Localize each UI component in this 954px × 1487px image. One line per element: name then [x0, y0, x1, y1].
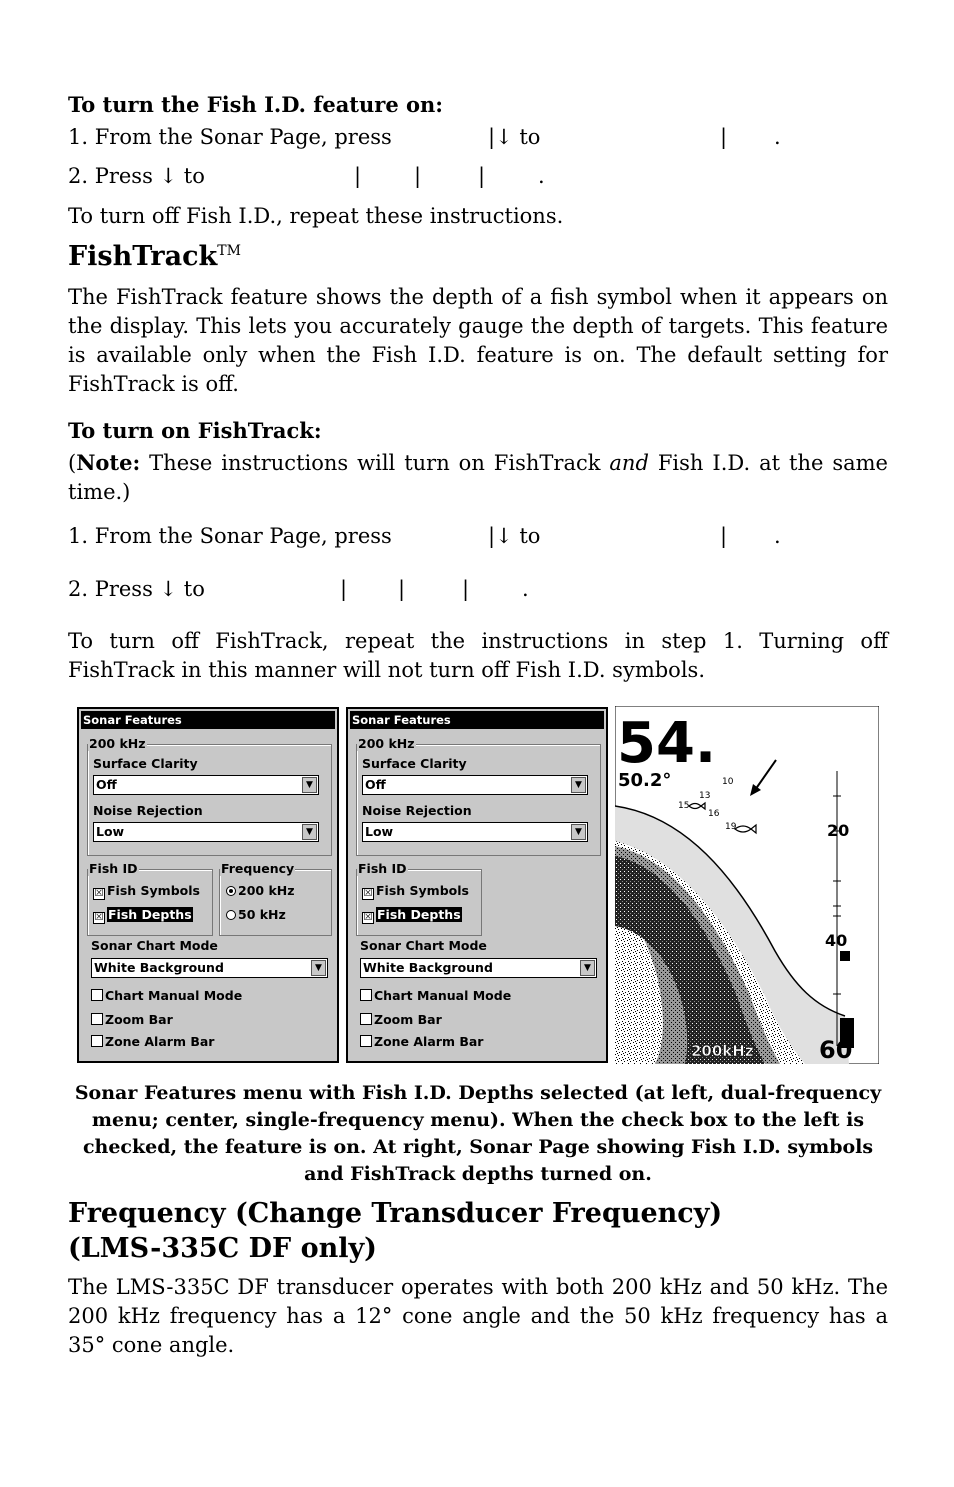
fish-depth-10: 10	[722, 777, 734, 787]
zone-alarm-checkbox[interactable]	[91, 1034, 214, 1049]
frequency-heading-line2: (LMS-335C DF only)	[68, 1233, 377, 1264]
fish-depth-15: 15	[678, 801, 690, 811]
chevron-down-icon[interactable]: ▼	[302, 777, 317, 793]
zone-alarm-label: Zone Alarm Bar	[374, 1034, 484, 1049]
depth-scale-20: 20	[827, 821, 850, 840]
freq-50-label: 50 kHz	[238, 907, 286, 922]
fish-depth-16: 16	[708, 809, 720, 819]
sonar-features-dual-menu	[77, 707, 339, 1063]
depth-marker	[840, 951, 850, 961]
checkbox-icon[interactable]	[91, 1035, 103, 1047]
surface-clarity-value: Off	[96, 777, 117, 792]
zoom-bar-label: Zoom Bar	[374, 1012, 442, 1027]
chart-manual-checkbox[interactable]	[360, 988, 511, 1003]
ft-step1-end: .	[774, 524, 781, 548]
fish-depths-checkbox[interactable]	[93, 907, 193, 924]
fishtrack-step-2	[68, 575, 888, 604]
note-paren: (	[68, 451, 77, 475]
depth-readout: 54.	[617, 711, 717, 776]
checkbox-checked-icon[interactable]: ☒	[94, 888, 104, 899]
fishtrack-note	[68, 448, 888, 507]
fishtrack-on-heading: To turn on FishTrack:	[68, 418, 322, 443]
ft-step1-arrow-text: |↓ to	[488, 524, 541, 548]
frequency-label: Frequency	[221, 861, 295, 876]
chart-mode-value: White Background	[94, 960, 224, 975]
chart-mode-label: Sonar Chart Mode	[91, 938, 218, 953]
ft-step2-text: 2. Press ↓ to	[68, 577, 205, 601]
freq-50-radio[interactable]	[226, 907, 286, 922]
note-text-2: Fish I.D. at the same time.)	[68, 451, 888, 504]
chart-mode-label: Sonar Chart Mode	[360, 938, 487, 953]
step2-end: .	[538, 164, 545, 188]
checkbox-checked-icon[interactable]: ☒	[363, 888, 373, 899]
noise-rejection-value: Low	[365, 824, 394, 839]
zone-alarm-label: Zone Alarm Bar	[105, 1034, 215, 1049]
menu-title: Sonar Features	[81, 711, 335, 729]
fish-symbols-checkbox[interactable]	[362, 883, 469, 900]
chevron-down-icon[interactable]: ▼	[302, 824, 317, 840]
chevron-down-icon[interactable]: ▼	[571, 777, 586, 793]
sonar-page-screen	[615, 706, 879, 1064]
fish-symbols-checkbox[interactable]	[93, 883, 200, 900]
chart-manual-checkbox[interactable]	[91, 988, 242, 1003]
chart-manual-label: Chart Manual Mode	[105, 988, 243, 1003]
group-fish-id	[87, 869, 213, 936]
step2-sep-3: |	[478, 164, 486, 188]
noise-rejection-label: Noise Rejection	[93, 803, 203, 818]
ft-step1-text: 1. From the Sonar Page, press	[68, 524, 392, 548]
ft-step1-separator: |	[720, 524, 728, 548]
step1-end: .	[774, 125, 781, 149]
group-fish-id	[356, 869, 482, 936]
chevron-down-icon[interactable]: ▼	[571, 824, 586, 840]
step2-sep-2: |	[414, 164, 422, 188]
frequency-body: The LMS-335C DF transducer operates with both 200 kHz and 50 kHz. The 200 kHz frequency has a 12° cone angle and the 50 kHz frequency has a 35° cone angle.	[68, 1275, 888, 1357]
surface-clarity-label: Surface Clarity	[362, 756, 467, 771]
group-frequency	[219, 869, 332, 936]
checkbox-icon[interactable]	[360, 1013, 372, 1025]
step2-text: 2. Press ↓ to	[68, 164, 205, 188]
group-200khz-label: 200 kHz	[358, 736, 415, 751]
note-text-1: These instructions will turn on FishTrack	[140, 451, 610, 475]
water-temp: 50.2°	[618, 770, 672, 791]
depth-scale-40: 40	[825, 931, 848, 950]
fishid-step-1	[68, 123, 888, 152]
noise-rejection-value: Low	[96, 824, 125, 839]
checkbox-icon[interactable]	[91, 1013, 103, 1025]
fishid-on-heading: To turn the Fish I.D. feature on:	[68, 92, 444, 117]
ft-step2-sep-1: |	[340, 577, 348, 601]
chart-mode-value: White Background	[363, 960, 493, 975]
freq-200-radio[interactable]	[226, 883, 295, 898]
fishtrack-body: The FishTrack feature shows the depth of a fish symbol when it appears on the display. This lets you accurately gauge the depth of targets. This feature is available only when the Fish I.D. feature is on. The default setting for FishTrack is off.	[68, 285, 888, 396]
surface-clarity-dropdown[interactable]	[93, 775, 319, 795]
menu-title: Sonar Features	[350, 711, 604, 729]
chart-manual-label: Chart Manual Mode	[374, 988, 512, 1003]
surface-clarity-dropdown[interactable]	[362, 775, 588, 795]
fish-depths-label: Fish Depths	[108, 907, 192, 922]
chart-mode-dropdown[interactable]	[91, 958, 328, 978]
checkbox-icon[interactable]	[360, 1035, 372, 1047]
trademark: TM	[217, 243, 241, 259]
step1-text: 1. From the Sonar Page, press	[68, 125, 392, 149]
zoom-bar-label: Zoom Bar	[105, 1012, 173, 1027]
fish-id-label: Fish ID	[358, 861, 407, 876]
checkbox-icon[interactable]	[360, 989, 372, 1001]
checkbox-icon[interactable]	[91, 989, 103, 1001]
ft-step2-end: .	[522, 577, 529, 601]
noise-rejection-label: Noise Rejection	[362, 803, 472, 818]
zone-alarm-checkbox[interactable]	[360, 1034, 483, 1049]
noise-rejection-dropdown[interactable]	[93, 822, 319, 842]
group-200khz-label: 200 kHz	[89, 736, 146, 751]
sonar-features-single-menu	[346, 707, 608, 1063]
fish-symbols-label: Fish Symbols	[107, 883, 200, 898]
fish-symbols-label: Fish Symbols	[376, 883, 469, 898]
note-and: and	[609, 451, 649, 475]
step1-arrow-text: |↓ to	[488, 125, 541, 149]
surface-clarity-value: Off	[365, 777, 386, 792]
radio-icon[interactable]	[226, 910, 236, 920]
ft-step2-sep-2: |	[398, 577, 406, 601]
checkbox-checked-icon[interactable]: ☒	[363, 912, 373, 923]
fishtrack-heading-text: FishTrack	[68, 241, 218, 272]
figure-caption: Sonar Features menu with Fish I.D. Depths selected (at left, dual-frequency menu; center, single-frequency menu). When the check box to the left is checked, the feature is on. At right, Sonar Page showing Fish I.D. symbols and FishTrack depths turned on.	[74, 1082, 882, 1185]
fishtrack-heading	[68, 241, 241, 272]
fishid-step-2	[68, 162, 888, 191]
chevron-down-icon[interactable]: ▼	[580, 960, 595, 976]
chevron-down-icon[interactable]: ▼	[311, 960, 326, 976]
checkbox-checked-icon[interactable]: ☒	[94, 912, 104, 923]
depth-scale-60: 60	[819, 1036, 853, 1064]
fish-depths-label: Fish Depths	[377, 907, 461, 922]
zoom-bar-checkbox[interactable]	[91, 1012, 173, 1027]
freq-200-label: 200 kHz	[238, 883, 295, 898]
zoom-bar-checkbox[interactable]	[360, 1012, 442, 1027]
fish-depths-checkbox[interactable]	[362, 907, 462, 924]
fishtrack-off-text: To turn off FishTrack, repeat the instructions in step 1. Turning off FishTrack in this manner will not turn off Fish I.D. symbols.	[68, 629, 888, 682]
frequency-heading-line1: Frequency (Change Transducer Frequency)	[68, 1198, 723, 1229]
step2-sep-1: |	[354, 164, 362, 188]
fishid-off-text: To turn off Fish I.D., repeat these instructions.	[68, 204, 564, 228]
noise-rejection-dropdown[interactable]	[362, 822, 588, 842]
chart-mode-dropdown[interactable]	[360, 958, 597, 978]
surface-clarity-label: Surface Clarity	[93, 756, 198, 771]
frequency-indicator: 200kHz	[691, 1042, 754, 1060]
fish-depth-13: 13	[699, 791, 711, 801]
radio-selected-icon[interactable]	[226, 886, 236, 896]
frequency-heading	[68, 1196, 888, 1266]
step1-separator: |	[720, 125, 728, 149]
fish-id-label: Fish ID	[89, 861, 138, 876]
fish-depth-19: 19	[725, 822, 737, 832]
note-label: Note:	[76, 450, 141, 475]
ft-step2-sep-3: |	[462, 577, 470, 601]
fishtrack-step-1	[68, 522, 888, 551]
